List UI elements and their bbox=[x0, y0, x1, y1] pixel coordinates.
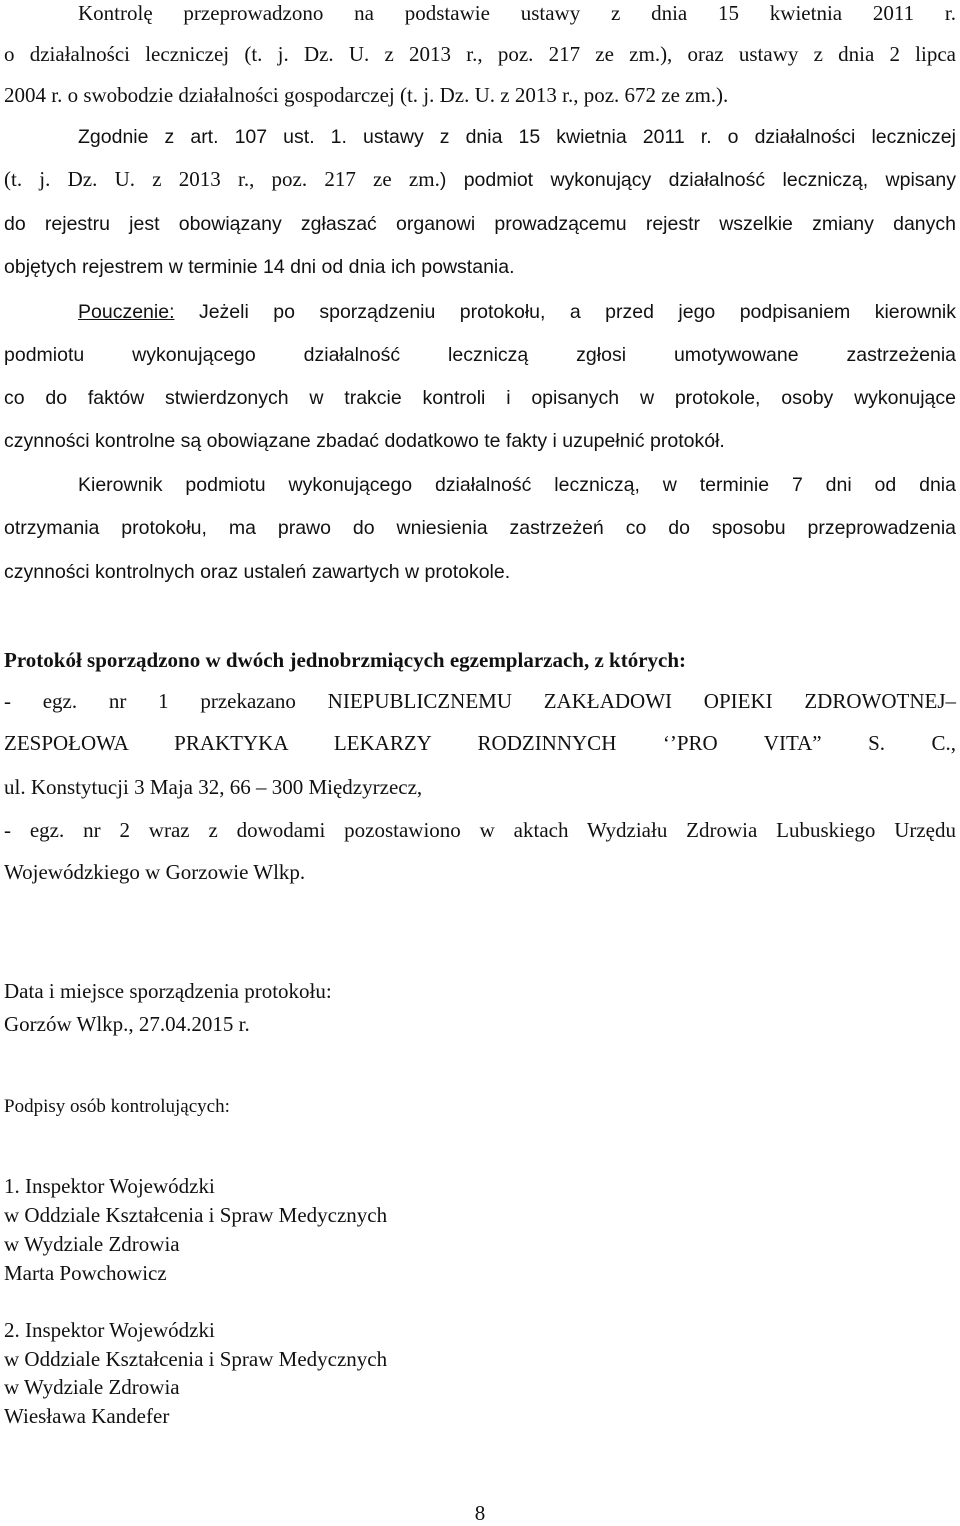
paragraph-2-line-4: objętych rejestrem w terminie 14 dni od dnia ich powstania. bbox=[4, 256, 515, 278]
paragraph-2-line-1: Zgodnie z art. 107 ust. 1. ustawy z dnia 15 kwietnia 2011 r. o działalności leczniczej bbox=[78, 126, 956, 148]
inspector-1-name: Marta Powchowicz bbox=[4, 1261, 167, 1285]
paragraph-2-line-2-citation: (t. j. Dz. U. z 2013 r., poz. 217 ze zm. bbox=[4, 167, 440, 191]
copies-heading: Protokół sporządzono w dwóch jednobrzmiących egzemplarzach, z których: bbox=[4, 648, 687, 672]
paragraph-2-line-2 bbox=[4, 166, 956, 193]
paragraph-3-line-3: czynności kontrolnych oraz ustaleń zawartych w protokole. bbox=[4, 561, 511, 583]
notice-line-2: podmiotu wykonującego działalność leczniczą zgłosi umotywowane zastrzeżenia bbox=[4, 344, 956, 366]
copy-1-line-3: ul. Konstytucji 3 Maja 32, 66 – 300 Międzyrzecz, bbox=[4, 775, 423, 799]
inspector-2-name: Wiesława Kandefer bbox=[4, 1404, 170, 1428]
paragraph-3-line-2: otrzymania protokołu, ma prawo do wniesienia zastrzeżeń co do sposobu przeprowadzenia bbox=[4, 517, 956, 539]
inspector-2-department: w Oddziale Kształcenia i Spraw Medycznych bbox=[4, 1347, 388, 1371]
signatures-heading: Podpisy osób kontrolujących: bbox=[4, 1096, 230, 1117]
paragraph-3-line-1: Kierownik podmiotu wykonującego działalność leczniczą, w terminie 7 dni od dnia bbox=[78, 474, 956, 496]
paragraph-1-line-2: o działalności leczniczej (t. j. Dz. U. z 2013 r., poz. 217 ze zm.), oraz ustawy z dnia 2 lipca bbox=[4, 42, 956, 66]
paragraph-2-line-3: do rejestru jest obowiązany zgłaszać organowi prowadzącemu rejestr wszelkie zmiany danych bbox=[4, 213, 956, 235]
inspector-1-title: 1. Inspektor Wojewódzki bbox=[4, 1174, 215, 1198]
notice-line-3: co do faktów stwierdzonych w trakcie kontroli i opisanych w protokole, osoby wykonujące bbox=[4, 387, 956, 409]
copy-2-line-1: - egz. nr 2 wraz z dowodami pozostawiono w aktach Wydziału Zdrowia Lubuskiego Urzędu bbox=[4, 818, 956, 842]
paragraph-2-line-2-text: ) podmiot wykonujący działalność leczniczą, wpisany bbox=[439, 169, 956, 191]
date-place-label: Data i miejsce sporządzenia protokołu: bbox=[4, 979, 332, 1003]
inspector-1-department: w Oddziale Kształcenia i Spraw Medycznych bbox=[4, 1203, 388, 1227]
copy-1-line-1: - egz. nr 1 przekazano NIEPUBLICZNEMU ZAKŁADOWI OPIEKI ZDROWOTNEJ– bbox=[4, 689, 956, 713]
date-place-value: Gorzów Wlkp., 27.04.2015 r. bbox=[4, 1012, 250, 1036]
notice-line-1 bbox=[78, 299, 956, 325]
inspector-2-division: w Wydziale Zdrowia bbox=[4, 1375, 180, 1399]
inspector-1-division: w Wydziale Zdrowia bbox=[4, 1232, 180, 1256]
copy-1-line-2: ZESPOŁOWA PRAKTYKA LEKARZY RODZINNYCH ‘’PRO VITA” S. C., bbox=[4, 731, 956, 755]
paragraph-1-line-1: Kontrolę przeprowadzono na podstawie ustawy z dnia 15 kwietnia 2011 r. bbox=[78, 1, 956, 25]
notice-line-1-text: Jeżeli po sporządzeniu protokołu, a przed jego podpisaniem kierownik bbox=[198, 301, 956, 323]
notice-label: Pouczenie: bbox=[78, 301, 175, 323]
paragraph-1-line-3: 2004 r. o swobodzie działalności gospodarczej (t. j. Dz. U. z 2013 r., poz. 672 ze zm.). bbox=[4, 83, 729, 107]
copy-2-line-2: Wojewódzkiego w Gorzowie Wlkp. bbox=[4, 860, 306, 884]
page-number: 8 bbox=[474, 1501, 486, 1525]
inspector-2-title: 2. Inspektor Wojewódzki bbox=[4, 1318, 215, 1342]
notice-line-4: czynności kontrolne są obowiązane zbadać dodatkowo te fakty i uzupełnić protokół. bbox=[4, 430, 725, 452]
